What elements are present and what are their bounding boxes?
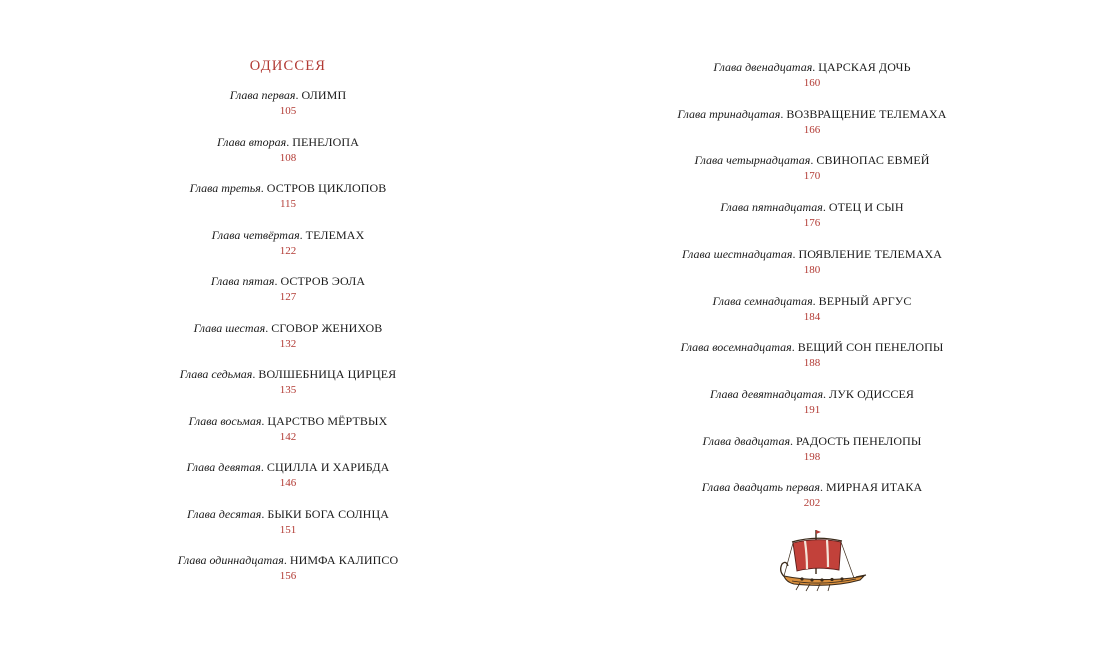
chapter-name: ОТЕЦ И СЫН <box>828 200 904 215</box>
toc-entry <box>138 134 438 166</box>
chapter-name: БЫКИ БОГА СОЛНЦА <box>267 506 389 521</box>
toc-entry-title <box>138 87 438 103</box>
separator: . <box>260 460 267 474</box>
separator: . <box>283 553 290 567</box>
page-number: 191 <box>803 403 821 416</box>
chapter-name: НИМФА КАЛИПСО <box>289 553 399 567</box>
page-number: 127 <box>279 291 297 303</box>
chapter-name: МИРНАЯ ИТАКА <box>825 480 923 495</box>
toc-entry-title <box>662 199 962 215</box>
chapter-name: ПОЯВЛЕНИЕ ТЕЛЕМАХА <box>798 246 943 261</box>
separator: . <box>819 480 826 495</box>
chapter-ordinal: Глава двенадцатая <box>713 60 813 74</box>
toc-entry-title <box>662 106 962 122</box>
chapter-name: ПЕНЕЛОПА <box>292 134 359 149</box>
page-number: 105 <box>279 105 297 117</box>
page-number: 156 <box>279 570 297 582</box>
chapter-ordinal: Глава двадцатая <box>702 433 791 448</box>
separator: . <box>823 386 830 401</box>
toc-entry <box>662 293 962 325</box>
toc-entry <box>138 552 438 584</box>
toc-entry <box>662 479 962 511</box>
toc-entry <box>662 106 962 138</box>
page-number: 132 <box>279 337 297 350</box>
toc-entry-title <box>662 293 962 309</box>
toc-entry <box>662 59 962 91</box>
chapter-name: ВЕРНЫЙ АРГУС <box>818 293 912 308</box>
toc-entry <box>662 339 962 371</box>
chapter-ordinal: Глава шестая <box>193 320 266 335</box>
chapter-ordinal: Глава одиннадцатая <box>177 553 284 567</box>
separator: . <box>812 293 819 308</box>
chapter-ordinal: Глава восемнадцатая <box>680 340 792 355</box>
toc-entry-title <box>138 180 438 196</box>
chapter-name: СГОВОР ЖЕНИХОВ <box>271 320 383 335</box>
page-number: 188 <box>803 357 821 370</box>
separator: . <box>295 88 302 102</box>
toc-entry <box>138 459 438 491</box>
chapter-ordinal: Глава пятая <box>210 274 275 288</box>
toc-entry-title <box>662 479 962 495</box>
toc-entry-title <box>138 459 438 475</box>
toc-entry-title <box>138 320 438 336</box>
toc-entry <box>138 413 438 445</box>
page-number: 180 <box>803 263 821 276</box>
chapter-ordinal: Глава шестнадцатая <box>681 246 793 261</box>
chapter-ordinal: Глава четырнадцатая <box>694 153 811 168</box>
toc-entry-title <box>662 246 962 262</box>
toc-entry <box>138 87 438 119</box>
separator: . <box>274 274 281 288</box>
chapter-name: ОСТРОВ ЦИКЛОПОВ <box>266 181 387 195</box>
chapter-name: ЛУК ОДИССЕЯ <box>829 386 915 401</box>
separator: . <box>261 506 268 521</box>
greek-galley-ship-icon <box>772 526 868 592</box>
page-number: 151 <box>279 523 297 536</box>
separator: . <box>810 153 817 168</box>
toc-entry-title <box>662 59 962 75</box>
page-number: 170 <box>803 170 821 183</box>
separator: . <box>286 134 293 149</box>
page-number: 115 <box>279 198 297 210</box>
chapter-name: ЦАРСКАЯ ДОЧЬ <box>818 60 911 74</box>
separator: . <box>822 200 829 215</box>
separator: . <box>261 413 268 428</box>
page-number: 108 <box>279 151 297 164</box>
separator: . <box>790 433 797 448</box>
chapter-name: ЦАРСТВО МЁРТВЫХ <box>267 413 388 428</box>
page-number: 198 <box>803 450 821 463</box>
toc-entry-title <box>662 433 962 449</box>
toc-entry <box>138 227 438 259</box>
chapter-ordinal: Глава четвёртая <box>211 227 300 242</box>
section-title: ОДИССЕЯ <box>249 58 327 74</box>
page-number: 146 <box>279 477 297 489</box>
toc-entry-title <box>138 413 438 429</box>
chapter-ordinal: Глава десятая <box>187 506 262 521</box>
page-number: 166 <box>803 123 821 136</box>
toc-entry-title <box>662 339 962 355</box>
toc-entry-title <box>138 366 438 382</box>
page-number: 202 <box>803 497 821 510</box>
chapter-ordinal: Глава вторая <box>217 134 287 149</box>
toc-entry-title <box>138 273 438 289</box>
chapter-name: ВОЗВРАЩЕНИЕ ТЕЛЕМАХА <box>786 106 947 121</box>
chapter-ordinal: Глава девятнадцатая <box>709 386 824 401</box>
toc-entry-title <box>138 134 438 150</box>
toc-entry-title <box>138 552 438 568</box>
toc-entry <box>138 366 438 398</box>
chapter-ordinal: Глава тринадцатая <box>677 106 781 121</box>
separator: . <box>791 340 798 355</box>
separator: . <box>299 227 306 242</box>
chapter-ordinal: Глава восьмая <box>188 413 262 428</box>
separator: . <box>792 246 799 261</box>
toc-entry <box>138 320 438 352</box>
chapter-ordinal: Глава седьмая <box>179 367 253 381</box>
chapter-name: СЦИЛЛА И ХАРИБДА <box>266 460 390 474</box>
chapter-ordinal: Глава семнадцатая <box>712 293 813 308</box>
chapter-name: ОЛИМП <box>301 88 347 102</box>
toc-entry <box>662 386 962 418</box>
toc-entry-title <box>662 152 962 168</box>
chapter-ordinal: Глава пятнадцатая <box>720 200 823 215</box>
separator: . <box>780 106 787 121</box>
chapter-name: ТЕЛЕМАХ <box>305 227 365 242</box>
toc-entry <box>138 273 438 305</box>
chapter-ordinal: Глава двадцать первая <box>701 480 820 495</box>
chapter-ordinal: Глава третья <box>189 181 261 195</box>
page-number: 142 <box>279 430 297 443</box>
page-number: 122 <box>279 244 297 257</box>
page-number: 135 <box>279 384 297 396</box>
toc-entry <box>662 152 962 184</box>
chapter-ordinal: Глава девятая <box>186 460 261 474</box>
separator: . <box>252 367 259 381</box>
page-number: 184 <box>803 310 821 323</box>
separator: . <box>260 181 267 195</box>
chapter-ordinal: Глава первая <box>229 88 296 102</box>
toc-entry <box>662 246 962 278</box>
chapter-name: ВЕЩИЙ СОН ПЕНЕЛОПЫ <box>797 340 944 355</box>
chapter-name: ВОЛШЕБНИЦА ЦИРЦЕЯ <box>258 367 397 381</box>
page-number: 176 <box>803 217 821 230</box>
separator: . <box>812 60 819 74</box>
toc-entry <box>662 433 962 465</box>
chapter-name: ОСТРОВ ЭОЛА <box>280 274 366 288</box>
toc-entry <box>662 199 962 231</box>
toc-entry-title <box>138 227 438 243</box>
toc-entry <box>138 180 438 212</box>
page-number: 160 <box>803 77 821 89</box>
chapter-name: СВИНОПАС ЕВМЕЙ <box>816 153 930 168</box>
separator: . <box>265 320 272 335</box>
toc-entry-title <box>662 386 962 402</box>
toc-entry <box>138 506 438 538</box>
chapter-name: РАДОСТЬ ПЕНЕЛОПЫ <box>796 433 922 448</box>
toc-entry-title <box>138 506 438 522</box>
